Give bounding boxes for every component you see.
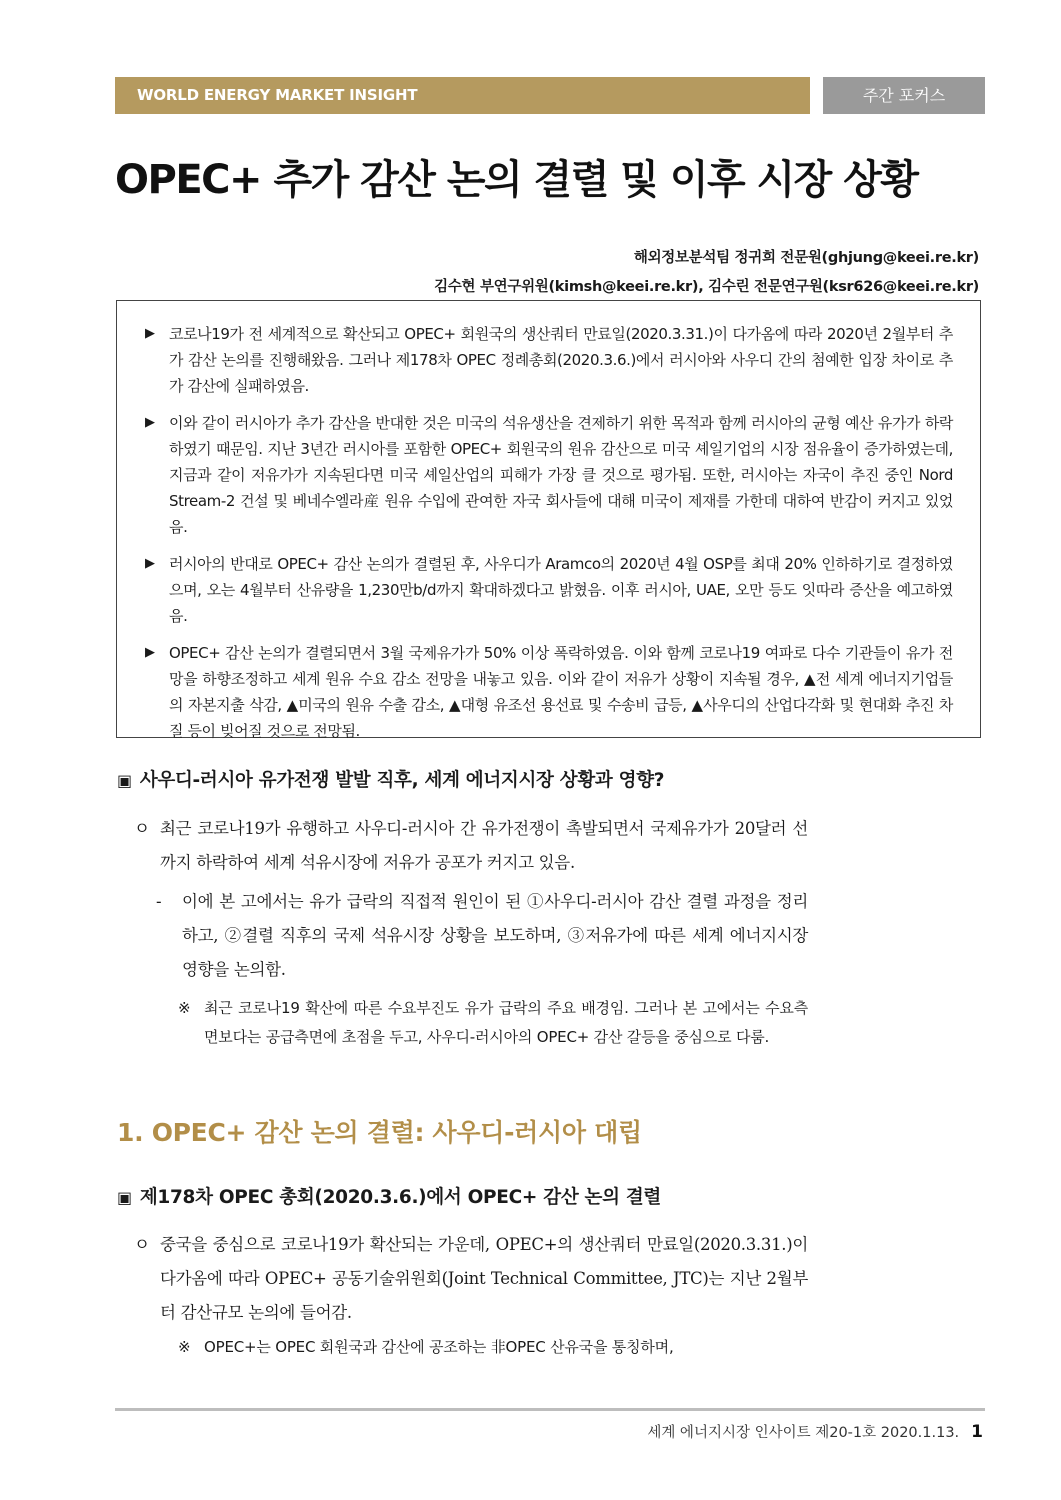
author-line-2: 김수현 부연구위원(kimsh@keei.re.kr), 김수린 전문연구원(ksr626@keei.re.kr)	[434, 279, 979, 295]
square-bullet-icon: ▣	[117, 1188, 132, 1207]
note-mark: ※	[178, 999, 191, 1017]
triangle-bullet-icon: ▶	[145, 415, 155, 430]
header-section-tab: 주간 포커스	[823, 77, 985, 114]
page-title: OPEC+ 추가 감산 논의 결렬 및 이후 시장 상황	[115, 157, 918, 203]
chapter-heading: 1. OPEC+ 감산 논의 결렬: 사우디-러시아 대립	[117, 1118, 642, 1147]
square-bullet-icon: ▣	[117, 771, 132, 790]
section-heading-text: 사우디-러시아 유가전쟁 발발 직후, 세계 에너지시장 상황과 영향?	[139, 770, 665, 791]
footer-publication: 세계 에너지시장 인사이트 제20-1호 2020.1.13.	[647, 1425, 960, 1441]
body-paragraph-text: 최근 코로나19가 유행하고 사우디-러시아 간 유가전쟁이 촉발되면서 국제유가가 20달러 선까지 하락하여 세계 석유시장에 저유가 공포가 커지고 있음.	[160, 819, 808, 872]
sub-paragraph-text: 이에 본 고에서는 유가 급락의 직접적 원인이 된 ①사우디-러시아 감산 결렬 과정을 정리하고, ②결렬 직후의 국제 석유시장 상황을 보도하며, ③저유가에 따른 세계 에너지시장 영향을 논의함.	[182, 892, 808, 979]
summary-item	[145, 551, 954, 629]
body-paragraph	[134, 1228, 808, 1330]
author-line-1: 해외정보분석팀 정귀희 전문원(ghjung@keei.re.kr)	[633, 250, 979, 266]
footnote	[178, 994, 808, 1052]
triangle-bullet-icon: ▶	[145, 326, 155, 341]
header-publication-banner: WORLD ENERGY MARKET INSIGHT	[115, 77, 810, 114]
summary-item	[145, 640, 954, 744]
summary-box	[116, 300, 981, 738]
circle-bullet-icon: ㅇ	[134, 819, 150, 838]
summary-item-text: OPEC+ 감산 논의가 결렬되면서 3월 국제유가가 50% 이상 폭락하였음. 이와 함께 코로나19 여파로 다수 기관들이 유가 전망을 하향조정하고 세계 원유 수요 감소 전망을 내놓고 있음. 이와 같이 저유가 상황이 지속될 경우, ▲전 세계 에너지기업들의 자본지출 삭감, ▲미국의 원유 수출 감소, ▲대형 유조선 용선료 및 수송비 급등, ▲사우디의 산업다각화 및 현대화 추진 차질 등이 빚어질 것으로 전망됨.	[169, 644, 953, 740]
footnote-text: OPEC+는 OPEC 회원국과 감산에 공조하는 非OPEC 산유국을 통칭하며,	[204, 1338, 674, 1356]
page-number: 1	[971, 1422, 983, 1442]
note-mark: ※	[178, 1338, 191, 1356]
footer	[647, 1421, 983, 1442]
body-paragraph-text: 중국을 중심으로 코로나19가 확산되는 가운데, OPEC+의 생산쿼터 만료일(2020.3.31.)이 다가옴에 따라 OPEC+ 공동기술위원회(Joint Technical Committee, JTC)는 지난 2월부터 감산규모 논의에 들어감.	[160, 1235, 808, 1322]
sub-paragraph	[156, 885, 808, 987]
footer-divider	[115, 1408, 985, 1411]
summary-item-text: 러시아의 반대로 OPEC+ 감산 논의가 결렬된 후, 사우디가 Aramco의 2020년 4월 OSP를 최대 20% 인하하기로 결정하였으며, 오는 4월부터 산유량을 1,230만b/d까지 확대하겠다고 밝혔음. 이후 러시아, UAE, 오만 등도 잇따라 증산을 예고하였음.	[169, 555, 953, 625]
summary-item-text: 이와 같이 러시아가 추가 감산을 반대한 것은 미국의 석유생산을 견제하기 위한 목적과 함께 러시아의 균형 예산 유가가 하락하였기 때문임. 지난 3년간 러시아를 포함한 OPEC+ 회원국의 원유 감산으로 미국 셰일기업의 시장 점유율이 증가하였는데, 지금과 같이 저유가가 지속된다면 미국 셰일산업의 피해가 가장 클 것으로 평가됨. 또한, 러시아는 자국이 추진 중인 Nord Stream-2 건설 및 베네수엘라産 원유 수입에 관여한 자국 회사들에 대해 미국이 제재를 가한데 대하여 반감이 커지고 있었음.	[169, 414, 953, 536]
summary-item	[145, 410, 954, 540]
section-heading	[117, 766, 664, 792]
summary-item-text: 코로나19가 전 세계적으로 확산되고 OPEC+ 회원국의 생산쿼터 만료일(2020.3.31.)이 다가옴에 따라 2020년 2월부터 추가 감산 논의를 진행해왔음. 그러나 제178차 OPEC 정례총회(2020.3.6.)에서 러시아와 사우디 간의 첨예한 입장 차이로 추가 감산에 실패하였음.	[169, 325, 953, 395]
section-heading-text: 제178차 OPEC 총회(2020.3.6.)에서 OPEC+ 감산 논의 결렬	[139, 1187, 661, 1208]
footnote-text: 최근 코로나19 확산에 따른 수요부진도 유가 급락의 주요 배경임. 그러나 본 고에서는 수요측면보다는 공급측면에 초점을 두고, 사우디-러시아의 OPEC+ 감산 갈등을 중심으로 다룸.	[204, 999, 808, 1046]
triangle-bullet-icon: ▶	[145, 645, 155, 660]
footnote	[178, 1333, 808, 1362]
dash-bullet: -	[156, 892, 162, 911]
section-heading	[117, 1183, 661, 1209]
summary-item	[145, 321, 954, 399]
circle-bullet-icon: ㅇ	[134, 1235, 150, 1254]
triangle-bullet-icon: ▶	[145, 556, 155, 571]
body-paragraph	[134, 812, 808, 880]
